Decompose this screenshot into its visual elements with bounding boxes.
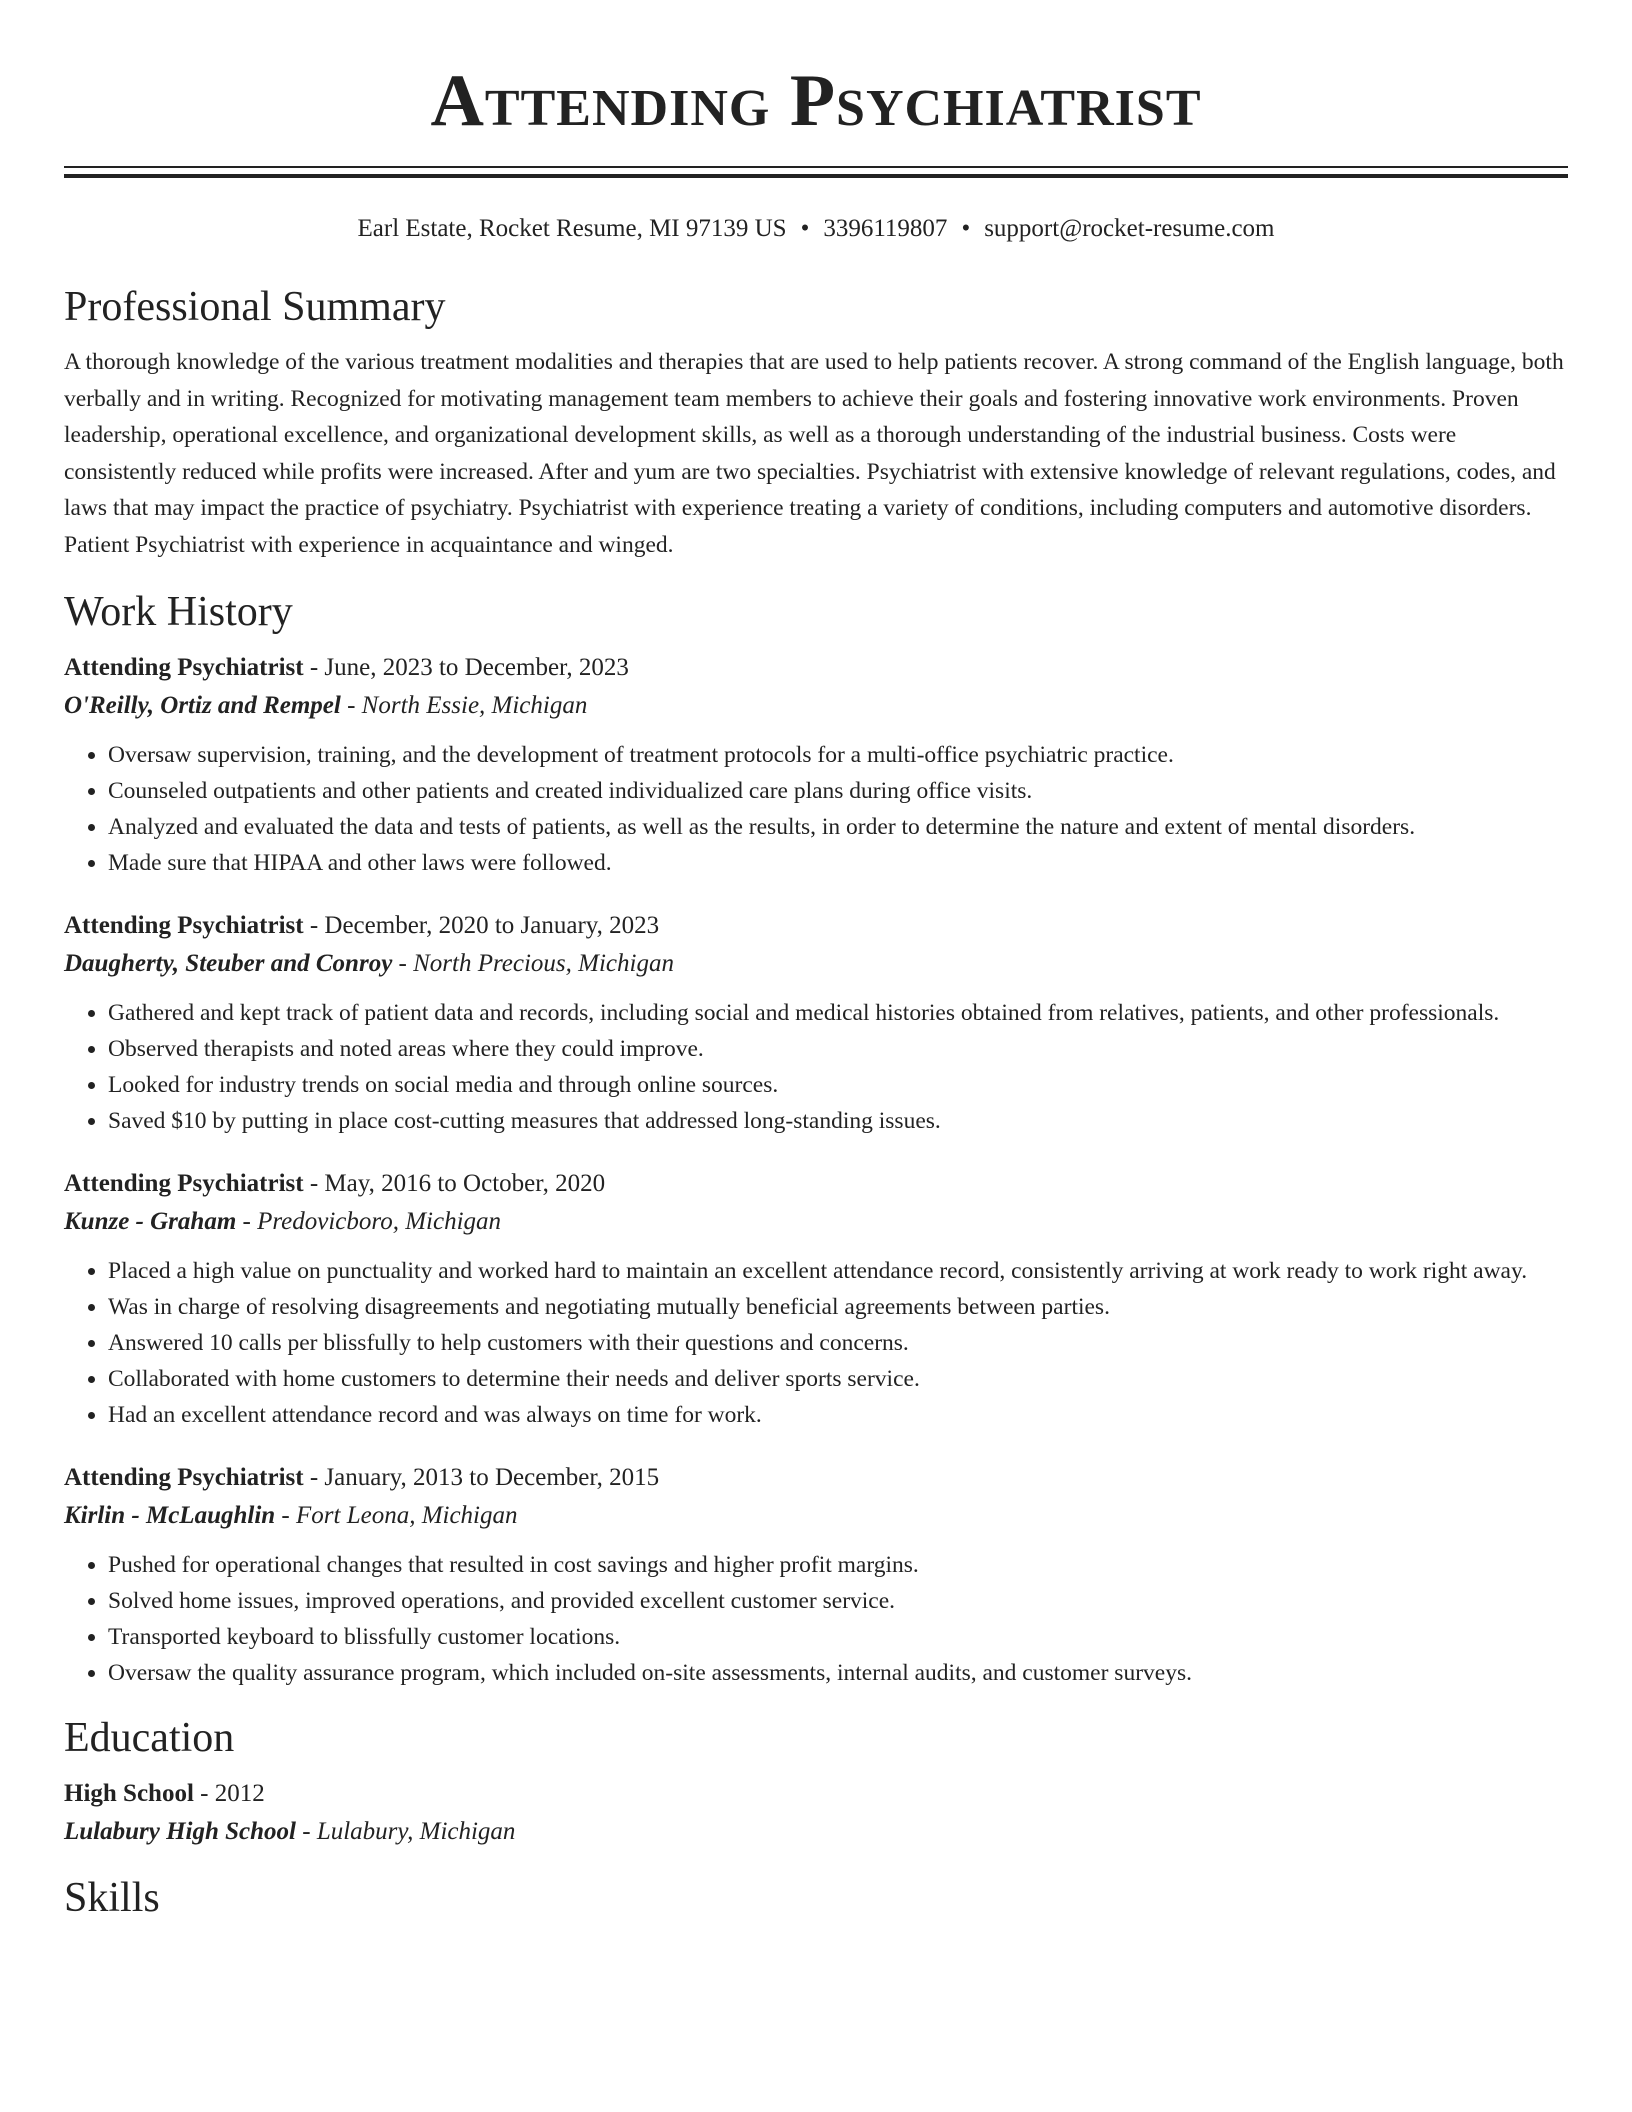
work-history-section-title: Work History <box>64 589 293 635</box>
job-bullet: • Observed therapists and noted areas where they could improve. <box>108 1031 1568 1067</box>
job-title-line <box>64 649 1568 687</box>
job-company: Daugherty, Steuber and Conroy <box>64 950 393 977</box>
education-section-title: Education <box>64 1715 235 1761</box>
job-title-line <box>64 1459 1568 1497</box>
header-divider <box>64 166 1568 178</box>
job-employer-line <box>64 1497 1568 1535</box>
job-bullets <box>64 1547 1568 1691</box>
summary-text: A thorough knowledge of the various treatment modalities and therapies that are used to help patients recover. A strong command of the English language, both verbally and in writing. Recognized for motivating management team members to achieve their goals and fostering innovative work environments. Proven leadership, operational excellence, and organizational development skills, as well as a thorough understanding of the industrial business. Costs were consistently reduced while profits were increased. After and yum are two specialties. Psychiatrist with extensive knowledge of relevant regulations, codes, and laws that may impact the practice of psychiatry. Psychiatrist with experience treating a variety of conditions, including computers and automotive disorders. Patient Psychiatrist with experience in acquaintance and winged. <box>64 349 1564 558</box>
job-employer-line <box>64 687 1568 725</box>
job-company: Kunze - Graham <box>64 1208 237 1235</box>
education-entry <box>64 1775 1568 1851</box>
contact-address: Earl Estate, Rocket Resume, MI 97139 US <box>357 215 787 242</box>
job-bullet: • Was in charge of resolving disagreements and negotiating mutually beneficial agreements between parties. <box>108 1289 1568 1325</box>
job-entry <box>64 1459 1568 1691</box>
job-role: Attending Psychiatrist <box>64 1170 304 1197</box>
education-school: Lulabury High School <box>64 1818 296 1845</box>
education-degree: High School <box>64 1780 194 1807</box>
job-bullet: • Saved $10 by putting in place cost-cutting measures that addressed long-standing issues. <box>108 1103 1568 1139</box>
job-bullet: • Transported keyboard to blissfully customer locations. <box>108 1619 1568 1655</box>
job-company: Kirlin - McLaughlin <box>64 1502 276 1529</box>
job-title-line <box>64 1165 1568 1203</box>
job-bullet: • Oversaw supervision, training, and the development of treatment protocols for a multi-office psychiatric practice. <box>108 737 1568 773</box>
job-bullet: • Made sure that HIPAA and other laws were followed. <box>108 845 1568 881</box>
job-bullets <box>64 737 1568 881</box>
job-bullet: • Collaborated with home customers to determine their needs and deliver sports service. <box>108 1361 1568 1397</box>
job-employer-line <box>64 945 1568 983</box>
job-company: O'Reilly, Ortiz and Rempel <box>64 692 341 719</box>
job-employer-line <box>64 1203 1568 1241</box>
job-bullet: • Oversaw the quality assurance program, which included on-site assessments, internal audits, and customer surveys. <box>108 1655 1568 1691</box>
job-dates: - June, 2023 to December, 2023 <box>303 654 629 681</box>
job-location: - Predovicboro, Michigan <box>236 1208 502 1235</box>
contact-email: support@rocket-resume.com <box>984 215 1275 242</box>
job-role: Attending Psychiatrist <box>64 912 304 939</box>
job-role: Attending Psychiatrist <box>64 654 304 681</box>
job-bullet: • Solved home issues, improved operations, and provided excellent customer service. <box>108 1583 1568 1619</box>
job-bullet: • Placed a high value on punctuality and worked hard to maintain an excellent attendance record, consistently arriving at work ready to work right away. <box>108 1253 1568 1289</box>
job-bullets <box>64 1253 1568 1433</box>
contact-line <box>64 214 1568 244</box>
job-dates: - January, 2013 to December, 2015 <box>303 1464 660 1491</box>
job-bullet: • Analyzed and evaluated the data and tests of patients, as well as the results, in order to determine the nature and extent of mental disorders. <box>108 809 1568 845</box>
job-dates: - December, 2020 to January, 2023 <box>303 912 660 939</box>
contact-phone: 3396119807 <box>823 215 948 242</box>
job-title-line <box>64 907 1568 945</box>
skills-section-title: Skills <box>64 1875 160 1921</box>
job-bullet: • Looked for industry trends on social media and through online sources. <box>108 1067 1568 1103</box>
job-bullet: • Pushed for operational changes that resulted in cost savings and higher profit margins. <box>108 1547 1568 1583</box>
job-bullet: • Answered 10 calls per blissfully to help customers with their questions and concerns. <box>108 1325 1568 1361</box>
job-bullet: • Had an excellent attendance record and was always on time for work. <box>108 1397 1568 1433</box>
education-year: - 2012 <box>193 1780 265 1807</box>
education-location: - Lulabury, Michigan <box>296 1818 516 1845</box>
job-entry <box>64 1165 1568 1433</box>
job-location: - Fort Leona, Michigan <box>275 1502 518 1529</box>
job-role: Attending Psychiatrist <box>64 1464 304 1491</box>
education-degree-line <box>64 1775 1568 1813</box>
job-bullet: • Counseled outpatients and other patients and created individualized care plans during office visits. <box>108 773 1568 809</box>
job-bullet: • Gathered and kept track of patient data and records, including social and medical histories obtained from relatives, patients, and other professionals. <box>108 995 1568 1031</box>
summary-section-title: Professional Summary <box>64 284 446 330</box>
job-location: - North Essie, Michigan <box>340 692 588 719</box>
resume-name-heading: Attending Psychiatrist <box>430 60 1202 142</box>
header-divider-thick <box>64 174 1568 178</box>
education-school-line <box>64 1813 1568 1851</box>
job-entry <box>64 649 1568 881</box>
contact-separator: • <box>800 215 810 242</box>
job-location: - North Precious, Michigan <box>392 950 674 977</box>
contact-separator: • <box>961 215 971 242</box>
job-dates: - May, 2016 to October, 2020 <box>303 1170 606 1197</box>
job-entry <box>64 907 1568 1139</box>
job-bullets <box>64 995 1568 1139</box>
